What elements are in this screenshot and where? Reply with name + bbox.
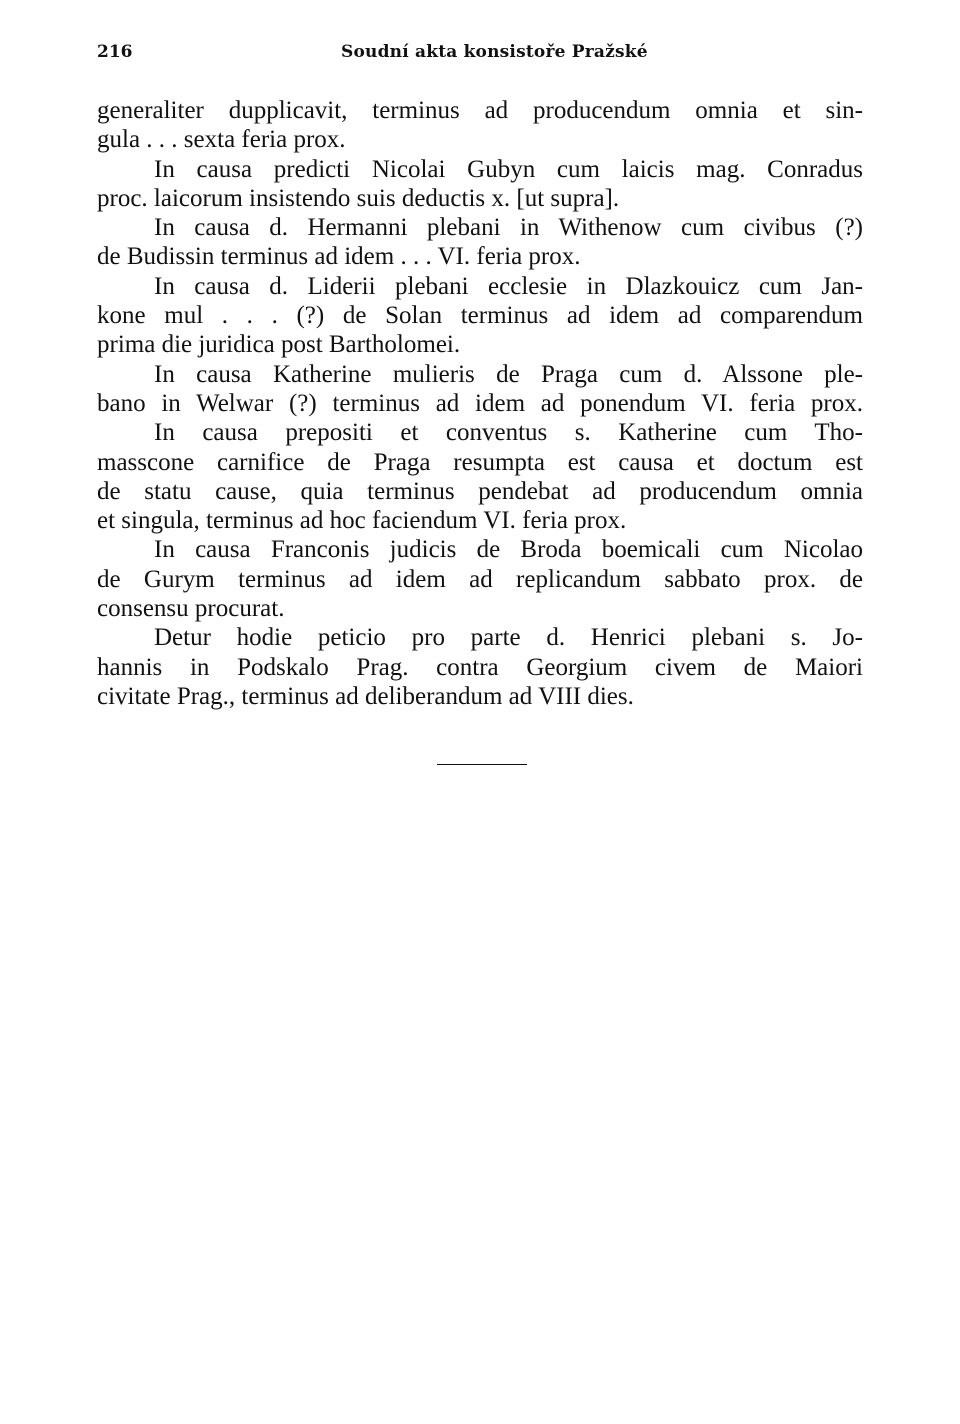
running-title: Soudní akta konsistoře Pražské <box>341 42 648 62</box>
text-line: gula . . . sexta feria prox. <box>97 126 346 154</box>
body-text <box>97 96 863 711</box>
text-line: de Budissin terminus ad idem . . . VI. feria prox. <box>97 243 581 271</box>
text-line: de statu cause, quia terminus pendebat ad producendum omnia <box>97 477 863 505</box>
text-line: In causa d. Liderii plebani ecclesie in Dlazkouicz cum Jan- <box>154 272 863 300</box>
text-line: generaliter dupplicavit, terminus ad producendum omnia et sin- <box>97 97 863 124</box>
text-line: prima die juridica post Bartholomei. <box>97 331 461 359</box>
paragraph <box>97 360 863 419</box>
text-line: In causa d. Hermanni plebani in Withenow cum civibus (?) <box>154 214 863 242</box>
text-line: In causa predicti Nicolai Gubyn cum laicis mag. Conradus <box>154 155 863 183</box>
text-line: In causa prepositi et conventus s. Katherine cum Tho- <box>154 419 863 447</box>
text-line: consensu procurat. <box>97 595 285 623</box>
text-line: masscone carnifice de Praga resumpta est causa et doctum est <box>97 448 863 476</box>
text-line: civitate Prag., terminus ad deliberandum ad VIII dies. <box>97 682 634 710</box>
text-line: et singula, terminus ad hoc faciendum VI. feria prox. <box>97 507 627 535</box>
text-line: Detur hodie peticio pro parte d. Henrici plebani s. Jo- <box>154 624 863 652</box>
paragraph <box>97 623 863 711</box>
paragraph <box>97 155 863 214</box>
paragraph <box>97 96 863 155</box>
text-line: bano in Welwar (?) terminus ad idem ad ponendum VI. feria prox. <box>97 389 863 417</box>
paragraph <box>97 213 863 272</box>
section-divider <box>437 764 527 765</box>
text-line: hannis in Podskalo Prag. contra Georgium civem de Maiori <box>97 653 863 681</box>
paragraph <box>97 535 863 623</box>
paragraph <box>97 418 863 535</box>
running-header <box>97 42 863 68</box>
text-line: proc. laicorum insistendo suis deductis x. [ut supra]. <box>97 184 620 212</box>
text-line: de Gurym terminus ad idem ad replicandum sabbato prox. de <box>97 565 863 593</box>
page-number: 216 <box>97 42 133 62</box>
text-line: In causa Katherine mulieris de Praga cum d. Alssone ple- <box>154 360 863 388</box>
text-line: kone mul . . . (?) de Solan terminus ad idem ad comparendum <box>97 302 863 330</box>
paragraph <box>97 272 863 360</box>
text-line: In causa Franconis judicis de Broda boemicali cum Nicolao <box>154 536 863 564</box>
